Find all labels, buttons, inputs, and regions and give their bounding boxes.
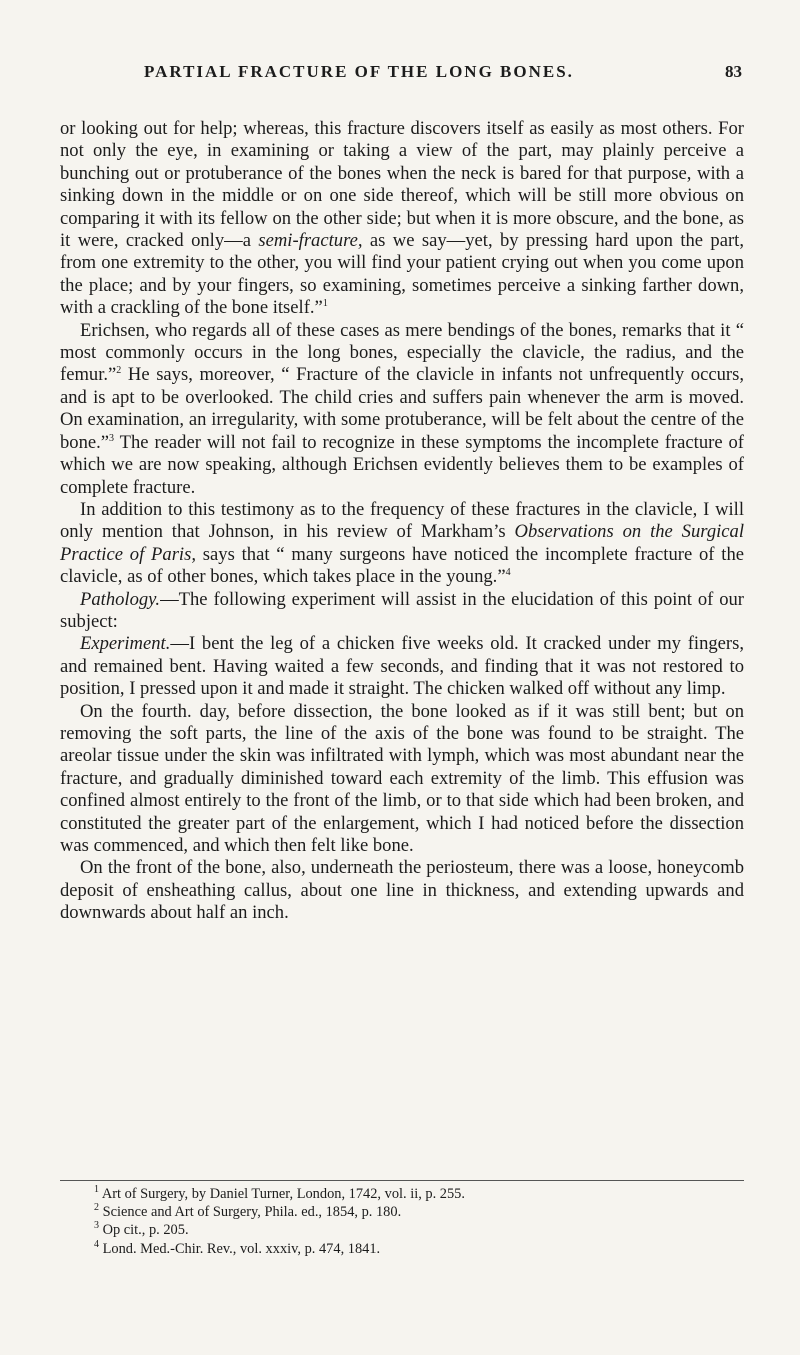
body-text (60, 118, 744, 925)
italic-text: Pathology. (80, 588, 161, 610)
footnote-ref: 4 (505, 566, 511, 578)
text-run: says that “ many surgeons have noticed the incomplete fracture of the clavicle, as of other bones, which takes place in the young.” (60, 543, 745, 588)
text-run: as we say—yet, by pressing hard upon the part, from one extremity to the other, you will find your patient crying out when you come upon the place; and by your fingers, so examining, sometimes perceive a sinking farther down, with a crackling of the bone itself.” (60, 230, 744, 319)
text-run: Erichsen, who regards all of these cases as mere bendings of the bones, remarks that it “ most commonly occurs in the long bones, especially the clavicle, the radius, and the femur.” (60, 319, 744, 386)
footnote: $^2$ Science and Art of Surgery, Phila. ed., 1854, p. 180. (94, 1202, 402, 1221)
text-run: On the front of the bone, also, underneath the periosteum, there was a loose, honeycomb deposit of ensheathing callus, about one line in thickness, and extending upwards and downwards about half an inch. (60, 857, 744, 924)
footnote-ref: 2 (116, 365, 122, 377)
paragraph (60, 118, 744, 320)
paragraph (60, 857, 744, 924)
footnote: $^3$ Op cit., p. 205. (94, 1220, 189, 1239)
page-number: 83 (725, 62, 742, 81)
running-title: PARTIAL FRACTURE OF THE LONG BONES. (144, 62, 574, 81)
footnote-ref: 3 (109, 432, 115, 444)
paragraph (60, 589, 744, 634)
text-run: or looking out for help; whereas, this fracture discovers itself as easily as most others. For not only the eye, in examining or taking a view of the part, may plainly perceive a bunching out or protuberance of the bones when the neck is bared for that purpose, with a sinking down in the middle or on one side thereof, which will be still more obvious on comparing it with its fellow on the other side; but when it is more obscure, and the bone, as it were, cracked only—a (60, 118, 744, 252)
footnote-divider (60, 1180, 744, 1181)
footnote: $^4$ Lond. Med.-Chir. Rev., vol. xxxiv, p. 474, 1841. (94, 1238, 381, 1257)
footnote-ref: 1 (322, 298, 328, 310)
paragraph (60, 633, 744, 700)
text-run: On the fourth. day, before dissection, the bone looked as if it was still bent; but on removing the soft parts, the line of the axis of the bone was found to be straight. The areolar tissue under the skin was infiltrated with lymph, which was most abundant near the fracture, and gradually diminished toward each extremity of the limb. This effusion was confined almost entirely to the front of the limb, or to that side which had been broken, and constituted the greater part of the enlargement, which I had noticed before the dissection was commenced, and which then felt like bone. (60, 700, 744, 856)
italic-text: Experiment. (80, 633, 171, 655)
text-run: In addition to this testimony as to the frequency of these fractures in the clavicle, I will only mention that Johnson, in his review of Markham’s (60, 498, 744, 543)
paragraph (60, 499, 744, 589)
footnotes (94, 1185, 734, 1258)
running-header (50, 62, 750, 88)
italic-text: Observations on the Surgical Practice of Paris, (60, 521, 745, 565)
footnote: $^1$ Art of Surgery, by Daniel Turner, London, 1742, vol. ii, p. 255. (94, 1184, 465, 1202)
italic-text: semi-fracture, (258, 230, 363, 252)
text-run: —The following experiment will assist in the elucidation of this point of our subject: (60, 588, 744, 632)
text-run: He says, moreover, “ Fracture of the clavicle in infants not unfrequently occurs, and is apt to be overlooked. The child cries and suffers pain whenever the arm is moved. On examination, an irregularity, with some protuberance, will be felt about the centre of the bone.” (60, 364, 744, 453)
paragraph (60, 320, 744, 499)
text-run: —I bent the leg of a chicken five weeks old. It cracked under my fingers, and remained bent. Having waited a few seconds, and finding that it was not restored to position, I pressed upon it and made it straight. The chicken walked off without any limp. (60, 633, 744, 700)
paragraph (60, 701, 744, 858)
text-run: The reader will not fail to recognize in these symptoms the incomplete fracture of which we are now speaking, although Erichsen evidently believes them to be examples of complete fracture. (60, 431, 744, 498)
